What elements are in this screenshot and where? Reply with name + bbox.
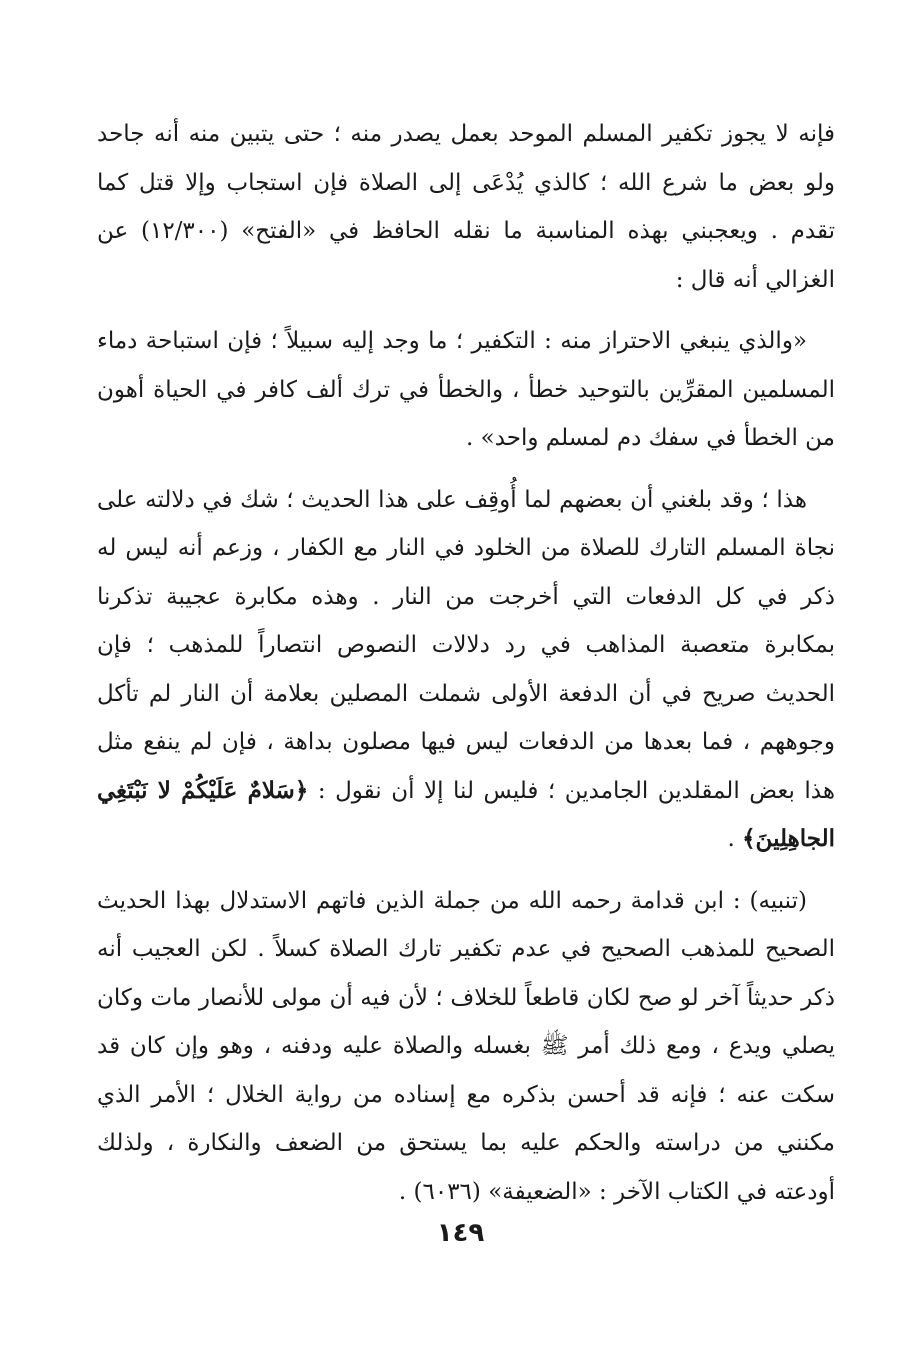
- paragraph-1: [97, 110, 835, 304]
- paragraph-3: [97, 476, 835, 864]
- paragraph-4-note: [97, 877, 835, 1217]
- page-body: [97, 110, 835, 1216]
- page-number: ١٤٩: [436, 1218, 485, 1248]
- paragraph-4-text: (تنبيه) : ابن قدامة رحمه الله من جملة الذين فاتهم الاستدلال بهذا الحديث الصحيح للمذهب الصحيح في عدم تكفير تارك الصلاة كسلاً . لكن العجيب أنه ذكر حديثاً آخر لو صح لكان قاطعاً للخلاف ؛ لأن فيه أن مولى للأنصار مات وكان يصلي ويدع ، ومع ذلك أمر ﷺ بغسله والصلاة عليه ودفنه ، وهو وإن كان قد سكت عنه ؛ فإنه قد أحسن بذكره مع إسناده من رواية الخلال ؛ الأمر الذي مكنني من دراسته والحكم عليه بما يستحق من الضعف والنكارة ، ولذلك أودعته في الكتاب الآخر : «الضعيفة» (٦٠٣٦) .: [97, 887, 835, 1205]
- paragraph-2-text: «والذي ينبغي الاحتراز منه : التكفير ؛ ما وجد إليه سبيلاً ؛ فإن استباحة دماء المسلمين المقرِّين بالتوحيد خطأ ، والخطأ في ترك ألف كافر في الحياة أهون من الخطأ في سفك دم لمسلم واحد» .: [97, 328, 835, 451]
- paragraph-3-end: .: [727, 826, 743, 852]
- paragraph-3-text: هذا ؛ وقد بلغني أن بعضهم لما أُوقِف على هذا الحديث ؛ شك في دلالته على نجاة المسلم التارك للصلاة من الخلود في النار مع الكفار ، وزعم أنه ليس له ذكر في كل الدفعات التي أخرجت من النار . وهذه مكابرة عجيبة تذكرنا بمكابرة متعصبة المذاهب في رد دلالات النصوص انتصاراً للمذهب ؛ فإن الحديث صريح في أن الدفعة الأولى شملت المصلين بعلامة أن النار لم تأكل وجوههم ، فما بعدها من الدفعات ليس فيها مصلون بداهة ، فإن لم ينفع مثل هذا بعض المقلدين الجامدين ؛ فليس لنا إلا أن نقول :: [97, 486, 835, 804]
- quran-verse: ﴿سَلامٌ عَلَيْكُمْ لا نَبْتَغِي الجاهِلِينَ﴾: [97, 776, 835, 852]
- paragraph-1-text: فإنه لا يجوز تكفير المسلم الموحد بعمل يصدر منه ؛ حتى يتبين منه أنه جاحد ولو بعض ما شرع الله ؛ كالذي يُدْعَى إلى الصلاة فإن استجاب وإلا قتل كما تقدم . ويعجبني بهذه المناسبة ما نقله الحافظ في «الفتح» (١٢/٣٠٠) عن الغزالي أنه قال :: [97, 121, 835, 293]
- paragraph-2-quote: [97, 317, 835, 463]
